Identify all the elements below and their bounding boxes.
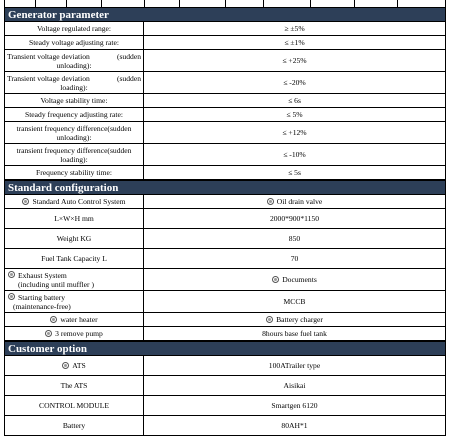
param-label: Voltage regulated range: [5, 22, 144, 36]
table-row [5, 313, 446, 327]
param-label: Steady frequency adjusting rate: [5, 108, 144, 122]
option-value: 80AH*1 [144, 416, 446, 436]
option-item: ATS [5, 356, 144, 376]
config-item: L×W×H mm [5, 209, 144, 229]
config-item: water heater [5, 313, 144, 327]
param-value: ≤ -10% [144, 144, 446, 166]
bullet-icon [266, 316, 273, 323]
param-value: ≤ -20% [144, 72, 446, 94]
config-item: 8hours base fuel tank [144, 327, 446, 341]
table-row [5, 36, 446, 50]
config-item: Exhaust System (including until muffler ) [5, 269, 144, 291]
config-item: 70 [144, 249, 446, 269]
bullet-icon [8, 271, 15, 278]
option-item: CONTROL MODULE [5, 396, 144, 416]
table-row [5, 122, 446, 144]
config-item: Documents [144, 269, 446, 291]
param-label: transient frequency difference(sudden loading): [5, 144, 144, 166]
bullet-icon [272, 276, 279, 283]
param-value: ≤ 5s [144, 166, 446, 180]
bullet-icon [45, 330, 52, 337]
table-row [5, 416, 446, 436]
table-row [5, 108, 446, 122]
option-item: The ATS [5, 376, 144, 396]
config-item: 850 [144, 229, 446, 249]
table-row [5, 376, 446, 396]
table-row [5, 229, 446, 249]
config-item: 2000*900*1150 [144, 209, 446, 229]
param-value: ≤ 5% [144, 108, 446, 122]
param-value: ≤ +12% [144, 122, 446, 144]
param-value: ≤ ±1% [144, 36, 446, 50]
table-row [5, 22, 446, 36]
bullet-icon [8, 293, 15, 300]
param-label: transient frequency difference(sudden unloading): [5, 122, 144, 144]
table-row [5, 94, 446, 108]
table-row [5, 195, 446, 209]
table-row [5, 209, 446, 229]
table-row [5, 269, 446, 291]
param-label: Frequency stability time: [5, 166, 144, 180]
bullet-icon [22, 198, 29, 205]
table-row [5, 396, 446, 416]
table-row [5, 50, 446, 72]
param-value: ≤ 6s [144, 94, 446, 108]
param-value: ≥ ±5% [144, 22, 446, 36]
param-label: Transient voltage deviation (sudden loading): [5, 72, 144, 94]
config-item: Battery charger [144, 313, 446, 327]
section-standard-configuration: Standard configuration [4, 180, 446, 194]
option-item: Battery [5, 416, 144, 436]
bullet-icon [267, 198, 274, 205]
param-label: Transient voltage deviation (sudden unloading): [5, 50, 144, 72]
param-label: Voltage stability time: [5, 94, 144, 108]
table-row [5, 327, 446, 341]
section-generator-parameter: Generator parameter [4, 7, 446, 21]
config-item: Weight KG [5, 229, 144, 249]
param-label: Steady voltage adjusting rate: [5, 36, 144, 50]
table-row [5, 144, 446, 166]
top-strip [4, 0, 446, 7]
spec-sheet [4, 0, 446, 436]
bullet-icon [50, 316, 57, 323]
config-item: MCCB [144, 291, 446, 313]
standard-table [4, 194, 446, 341]
config-item: 3 remove pump [5, 327, 144, 341]
section-customer-option: Customer option [4, 341, 446, 355]
table-row [5, 291, 446, 313]
option-value: Aisikai [144, 376, 446, 396]
table-row [5, 72, 446, 94]
table-row [5, 249, 446, 269]
table-row [5, 166, 446, 180]
config-item: Starting battery (maintenance-free) [5, 291, 144, 313]
param-value: ≤ +25% [144, 50, 446, 72]
option-value: Smartgen 6120 [144, 396, 446, 416]
table-row [5, 356, 446, 376]
config-item: Standard Auto Control System [5, 195, 144, 209]
bullet-icon [62, 362, 69, 369]
config-item: Fuel Tank Capacity L [5, 249, 144, 269]
config-item: Oil drain valve [144, 195, 446, 209]
option-value: 100ATrailer type [144, 356, 446, 376]
generator-table [4, 21, 446, 180]
